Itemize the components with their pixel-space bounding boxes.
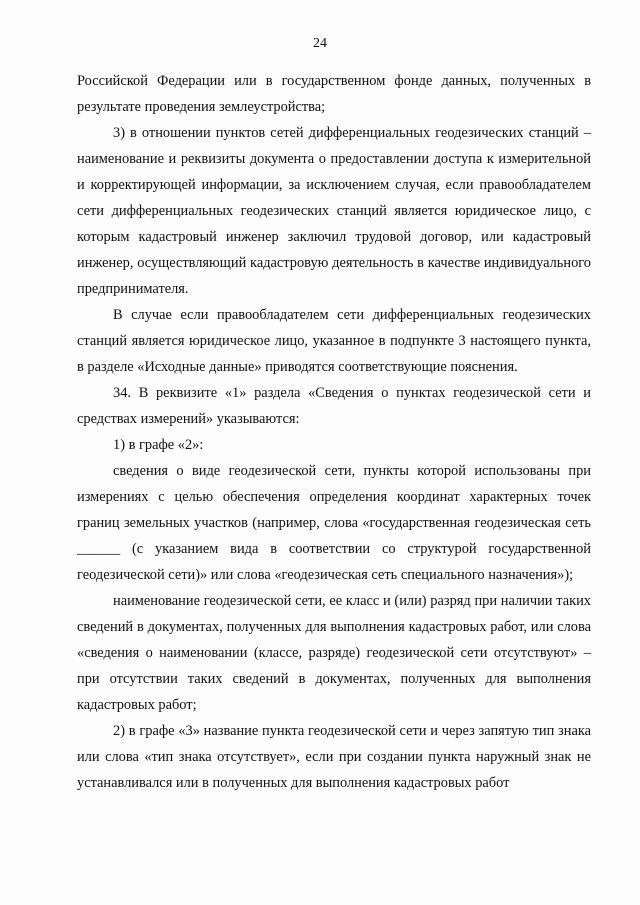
- paragraph: Российской Федерации или в государственном фонде данных, полученных в результате проведения землеустройства;: [77, 73, 591, 115]
- paragraph: наименование геодезической сети, ее класс и (или) разряд при наличии таких сведений в документах, полученных для выполнения кадастровых работ, или слова «сведения о наименовании (классе, разряде) геодезической сети отсутствуют» – при отсутствии таких сведений в документах, полученных для выполнения кадастровых работ;: [77, 593, 591, 713]
- paragraph: 34. В реквизите «1» раздела «Сведения о пунктах геодезической сети и средствах измерений» указываются:: [77, 385, 591, 427]
- paragraph: сведения о виде геодезической сети, пункты которой использованы при измерениях с целью обеспечения определения координат характерных точек границ земельных участков (например, слова «государственная геодезическая сеть ______ (с указанием вида в соответствии со структурой государственной геодезической сети)» или слова «геодезическая сеть специального назначения»);: [77, 463, 591, 583]
- page-number: 24: [313, 36, 327, 51]
- paragraph: 2) в графе «3» название пункта геодезической сети и через запятую тип знака или слова «тип знака отсутствует», если при создании пункта наружный знак не устанавливался или в полученных для выполнения кадастровых работ: [77, 723, 591, 791]
- paragraph: 1) в графе «2»:: [113, 437, 204, 453]
- paragraph: В случае если правообладателем сети дифференциальных геодезических станций является юридическое лицо, указанное в подпункте 3 настоящего пункта, в разделе «Исходные данные» приводятся соответствующие пояснения.: [77, 307, 591, 375]
- paragraph: 3) в отношении пунктов сетей дифференциальных геодезических станций – наименование и реквизиты документа о предоставлении доступа к измерительной и корректирующей информации, за исключением случая, если правообладателем сети дифференциальных геодезических станций является юридическое лицо, с которым кадастровый инженер заключил трудовой договор, или кадастровый инженер, осуществляющий кадастровую деятельность в качестве индивидуального предпринимателя.: [77, 125, 591, 297]
- document-body: [77, 68, 591, 796]
